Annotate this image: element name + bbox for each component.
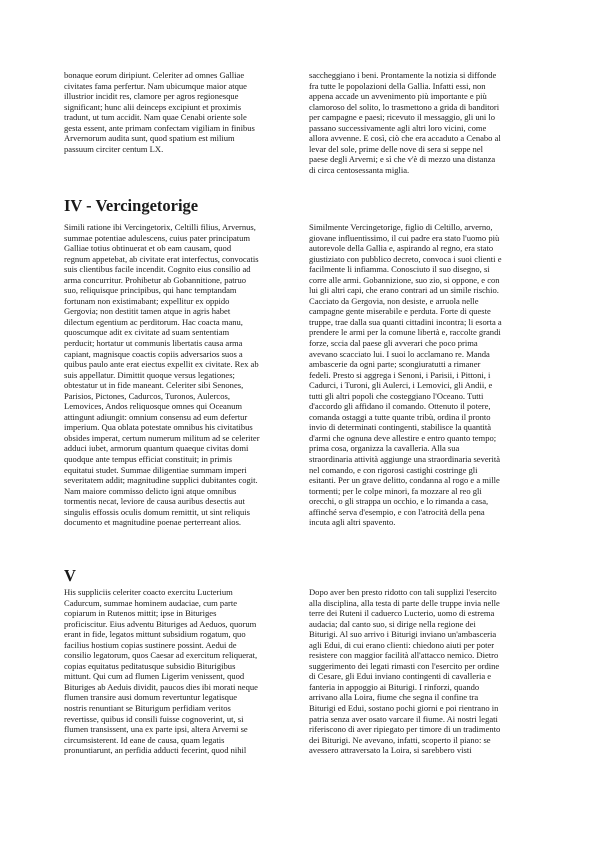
latin-column: bonaque eorum diripiunt. Celeriter ad omnes Galliae civitates fama perfertur. Nam ubicumque maior atque illustrior incidit res, clamore per agros regionesque significant; hunc alii deinceps excipiunt et proximis tradunt, ut tum accidit. Nam quae Cenabi oriente sole gesta essent, ante primam confectam vigiliam in finibus Arvernorum audita sunt, quod spatium est milium passuum circiter centum LX.	[64, 70, 255, 154]
document-page	[64, 0, 542, 842]
text-row-3	[64, 587, 542, 756]
latin-column: His suppliciis celeriter coacto exercitu Lucterium Cadurcum, summae hominem audaciae, cum parte copiarum in Rutenos mittit; ipse in Bituriges proficiscitur. Eius adventu Bituriges ad Aeduos, quorum erant in fide, legatos mittunt subsidium rogatum, quo facilius hostium copias sustinere possint. Aedui de consilio legatorum, quos Caesar ad exercitum reliquerat, copias equitatus peditatusque subsidio Biturigibus mittunt. Qui cum ad flumen Ligerim venissent, quod Bituriges ab Aeduis dividit, paucos dies ibi morati neque flumen transire ausi domum revertuntur legatisque nostris renuntiant se Biturigum perfidiam veritos revertisse, quibus id consili fuisse cognoverint, ut, si flumen transissent, una ex parte ipsi, altera Arverni se circumsisterent. Id eane de causa, quam legatis pronuntiarunt, an perfidia adducti fecerint, quod nihil	[64, 587, 258, 756]
text-row-2	[64, 222, 542, 528]
italian-column: Dopo aver ben presto ridotto con tali supplizi l'esercito alla disciplina, alla testa di parte delle truppe invia nelle terre dei Ruteni il caduerco Lucterio, uomo di estrema audacia; dal canto suo, si dirige nella regione dei Biturigi. Al suo arrivo i Biturigi inviano un'ambasceria agli Edui, di cui erano clienti: chiedono aiuti per poter resistere con maggior facilità all'attacco nemico. Dietro suggerimento dei legati rimasti con l'esercito per ordine di Cesare, gli Edui inviano contingenti di cavalleria e fanteria in appoggio ai Biturigi. I rinforzi, quando arrivano alla Loira, fiume che segna il confine tra Biturigi ed Edui, sostano pochi giorni e poi rientrano in patria senza aver osato varcare il fiume. Ai nostri legati riferiscono di aver ripiegato per timore di un tradimento dei Biturigi. Ne avevano, infatti, scoperto il piano: se avessero attraversato la Loira, si sarebbero visti	[309, 587, 501, 756]
italian-column: Similmente Vercingetorige, figlio di Celtillo, arverno, giovane influentissimo, il cui padre era stato l'uomo più autorevole della Gallia e, aspirando al regno, era stato giustiziato con pubblico decreto, convoca i suoi clienti e facilmente li infiamma. Conosciuto il suo disegno, si corre alle armi. Gobannizione, suo zio, si oppone, e con lui gli altri capi, che erano contrari ad un simile rischio. Cacciato da Gergovia, non desiste, e arruola nelle campagne gente miserabile e perduta. Forte di queste truppe, trae dalla sua quanti cittadini incontra; li esorta a prendere le armi per la comune libertà e, raccolte grandi forze, sccia dal paese gli avverari che poco prima avevano scacciato lui. I suoi lo acclamano re. Manda ambascerie da ogni parte; scongiuratutti a rimaner fedeli. Presto si aggrega i Senoni, i Parisii, i Pittoni, i Cadurci, i Turoni, gli Aulerci, i Lemovici, gli Andii, e tutti gli altri popoli che costeggiano l'Oceano. Tutti d'accordo gli affidano il comando. Ottenuto il potere, comanda ostaggi a tutte quante tribù, ordina il pronto invio di determinati contingenti, stabilisce la quantità d'armi che ognuna deve allestire e entro quanto tempo; prima cosa, organizza la cavalleria. Alla sua straordinaria attività aggiunge una straordinaria severità nel comando, e con rigorosi castighi costringe gli esitanti. Per un grave delitto, condanna al rogo e a mille tormenti; per le colpe minori, fa mozzare al reo gli orecchi, o gli strappa un occhio, e lo rimanda a casa, affinché serva d'esempio, e con l'atrocità della pena incuta agli altri spavento.	[309, 222, 502, 528]
italian-column: saccheggiano i beni. Prontamente la notizia si diffonde fra tutte le popolazioni della Gallia. Infatti essi, non appena accade un avvenimento più importante e più clamoroso del solito, lo trasmettono a grida di banditori per campagne e paesi; ricevuto il messaggio, gli uni lo passano successivamente agli altri loro vicini, come allora avvenne. E così, ciò che era accaduto a Cenabo al levar del sole, prime delle nove di sera si seppe nel paese degli Arverni; e sì che v'è di mezzo una distanza di circa centosessanta miglia.	[309, 70, 501, 175]
latin-column: Simili ratione ibi Vercingetorix, Celtilli filius, Arvernus, summae potentiae adulescens, cuius pater principatum Galliae totius obtinuerat et ob eam causam, quod regnum appetebat, ab civitate erat interfectus, convocatis suis clientibus facile incendit. Cognito eius consilio ad arma concurritur. Prohibetur ab Gobannitione, patruo suo, reliquisque principibus, qui hanc temptandam fortunam non existimabant; expellitur ex oppido Gergovia; non destitit tamen atque in agris habet dilectum egentium ac perditorum. Hac coacta manu, quoscumque adit ex civitate ad suam sententiam perducit; hortatur ut communis libertatis causa arma capiant, magnisque coactis copiis adversarios suos a quibus paulo ante erat eiectus expellit ex civitate. Rex ab suis appellatur. Dimittit quoque versus legationes; obtestatur ut in fide maneant. Celeriter sibi Senones, Parisios, Pictones, Cadurcos, Turonos, Aulercos, Lemovices, Andos reliquosque omnes qui Oceanum attingunt adiungit: omnium consensu ad eum defertur imperium. Qua oblata potestate omnibus his civitatibus obsides imperat, certum numerum militum ad se celeriter adduci iubet, armorum quantum quaeque civitas domi quodque ante tempus efficiat constituit; in primis equitatui studet. Summae diligentiae summam imperi severitatem addit; magnitudine supplici dubitantes cogit. Nam maiore commisso delicto igni atque omnibus tormentis necat, leviore de causa auribus desectis aut singulis effossis oculis domum remittit, ut sint reliquis documento et magnitudine poenae perterreant alios.	[64, 222, 260, 528]
section-heading: IV - Vercingetorige	[64, 196, 199, 215]
section-heading: V	[64, 566, 76, 585]
text-row-1	[64, 70, 542, 175]
